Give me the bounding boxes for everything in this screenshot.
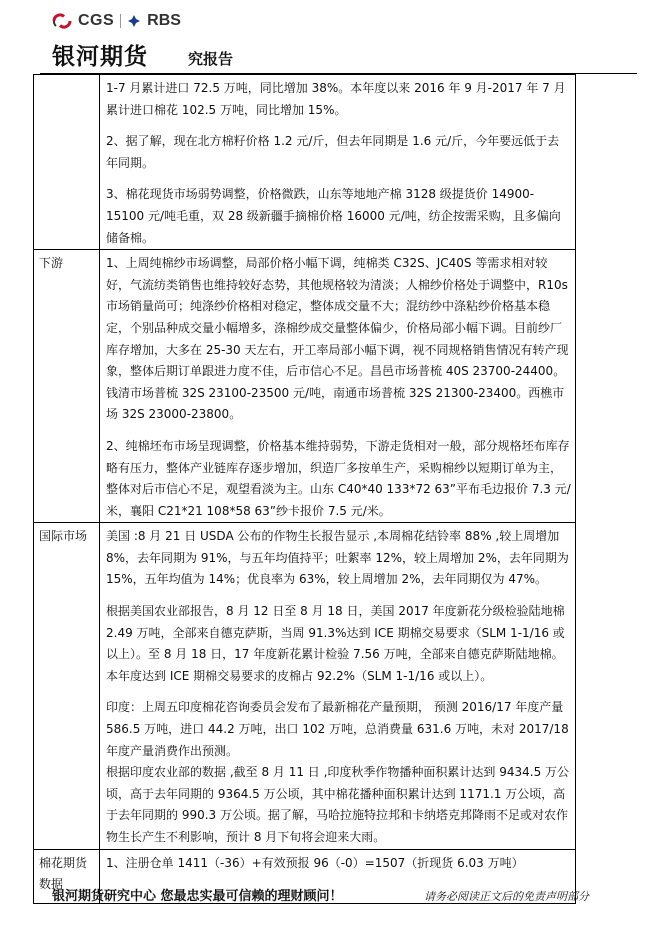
paragraph: 1、上周纯棉纱市场调整，局部价格小幅下调，纯棉类 C32S、JC40S 等需求相对较好，气流纺类销售也维持较好态势，其他规格较为清淡；人棉纱价格处于调整中，R10s 市场销量尚可；纯涤纱价格相对稳定，整体成交量不大；混纺纱中涤粘纱价格基本稳定，个别品种成交量小幅增多，涤棉纱成交量整体偏少，价格局部小幅下调。目前纱厂库存增加，大多在 25-30 天左右，开工率局部小幅下调，视不同规格销售情况有转产现象，整体后期订单跟进力度不佳，后市信心不足。昌邑市场普梳 40S 23700-24400。钱清市场普梳 32S 23100-23500 元/吨，南通市场普梳 32S 21300-23400。西樵市场 32S 23000-23800。 (106, 256, 569, 422)
row-content (100, 75, 576, 250)
footer-disclaimer: 请务必阅读正文后的免责声明部分 (424, 890, 589, 903)
row-label: 棉花期货数据 (34, 849, 100, 903)
paragraph: 根据印度农业部的数据 ,截至 8 月 11 日 ,印度秋季作物播种面积累计达到 9434.5 万公顷，高于去年同期的 9364.5 万公顷，其中棉花播种面积累计达到 1171.1 万公顷，高于去年同期的 990.3 万公顷。据了解，马哈拉施特拉邦和卡纳塔克邦降雨不足或对农作物生长产生不利影响，预计 8 月下旬将会迎来大雨。 (106, 765, 570, 844)
paragraph: 1-7 月累计进口 72.5 万吨，同比增加 38%。本年度以来 2016 年 9 月-2017 年 7 月累计进口棉花 102.5 万吨，同比增加 15%。 (106, 81, 566, 117)
paragraph: 1、注册仓单 1411（-36）+有效预报 96（-0）=1507（折现货 6.03 万吨） (106, 855, 524, 870)
report-table (33, 74, 576, 904)
table-row (34, 75, 576, 250)
footer-slogan: 银河期货研究中心 您最忠实最可信赖的理财顾问！ (52, 889, 343, 904)
paragraph: 2、据了解，现在北方棉籽价格 1.2 元/斤，但去年同期是 1.6 元/斤，今年要远低于去年同期。 (106, 134, 560, 170)
report-label: 究报告 (188, 50, 234, 68)
brand-title: 银河期货 (52, 44, 148, 70)
paragraph: 印度：上周五印度棉花咨询委员会发布了最新棉花产量预期， 预测 2016/17 年度产量 586.5 万吨，进口 44.2 万吨，出口 102 万吨，总消费量 631.6 万吨，未对 2017/18 年度产量消费作出预测。 (106, 700, 569, 758)
row-label: 下游 (34, 250, 100, 523)
logo-divider (120, 14, 121, 28)
row-content (100, 250, 576, 523)
row-content (100, 523, 576, 849)
paragraph: 根据美国农业部报告，8 月 12 日至 8 月 18 日，美国 2017 年度新花分级检验陆地棉 2.49 万吨，全部来自德克萨斯，当周 91.3%达到 ICE 期棉交易要求（SLM 1-1/16 或以上）。至 8 月 18 日，17 年度新花累计检验 7.56 万吨，全部来自德克萨斯陆地棉。本年度达到 ICE 期棉交易要求的皮棉占 92.2%（SLM 1-1/16 或以上）。 (106, 604, 565, 683)
table-row (34, 250, 576, 523)
logo-rbs-text: RBS (147, 12, 181, 29)
cgs-logo-icon (52, 13, 72, 29)
table-row (34, 523, 576, 849)
page-header (0, 0, 662, 80)
paragraph: 美国 :8 月 21 日 USDA 公布的作物生长报告显示 ,本周棉花结铃率 88% ,较上周增加 8%，去年同期为 91%，与五年均值持平；吐絮率 12%，较上周增加 2%，去年同期为 15%，五年均值为 14%；优良率为 63%，较上周增加 2%，去年同期仅为 47%。 (106, 529, 569, 587)
row-label: 国际市场 (34, 523, 100, 849)
paragraph: 2、纯棉坯布市场呈现调整，价格基本维持弱势，下游走货相对一般，部分规格坯布库存略有压力，整体产业链库存逐步增加，织造厂多按单生产，采购棉纱以短期订单为主，整体对后市信心不足，观望看淡为主。山东 C40*40 133*72 63”平布毛边报价 7.3 元/米，襄阳 C21*21 108*58 63”纱卡报价 7.5 元/米。 (106, 438, 571, 518)
company-logo (52, 12, 181, 30)
paragraph: 3、棉花现货市场弱势调整，价格微跌，山东等地地产棉 3128 级提货价 14900-15100 元/吨毛重，双 28 级新疆手摘棉价格 16000 元/吨，纺企按需采购，且多偏向储备棉。 (106, 187, 561, 245)
row-label (34, 75, 100, 250)
rbs-logo-icon (127, 14, 141, 28)
logo-cgs-text: CGS (78, 12, 115, 29)
